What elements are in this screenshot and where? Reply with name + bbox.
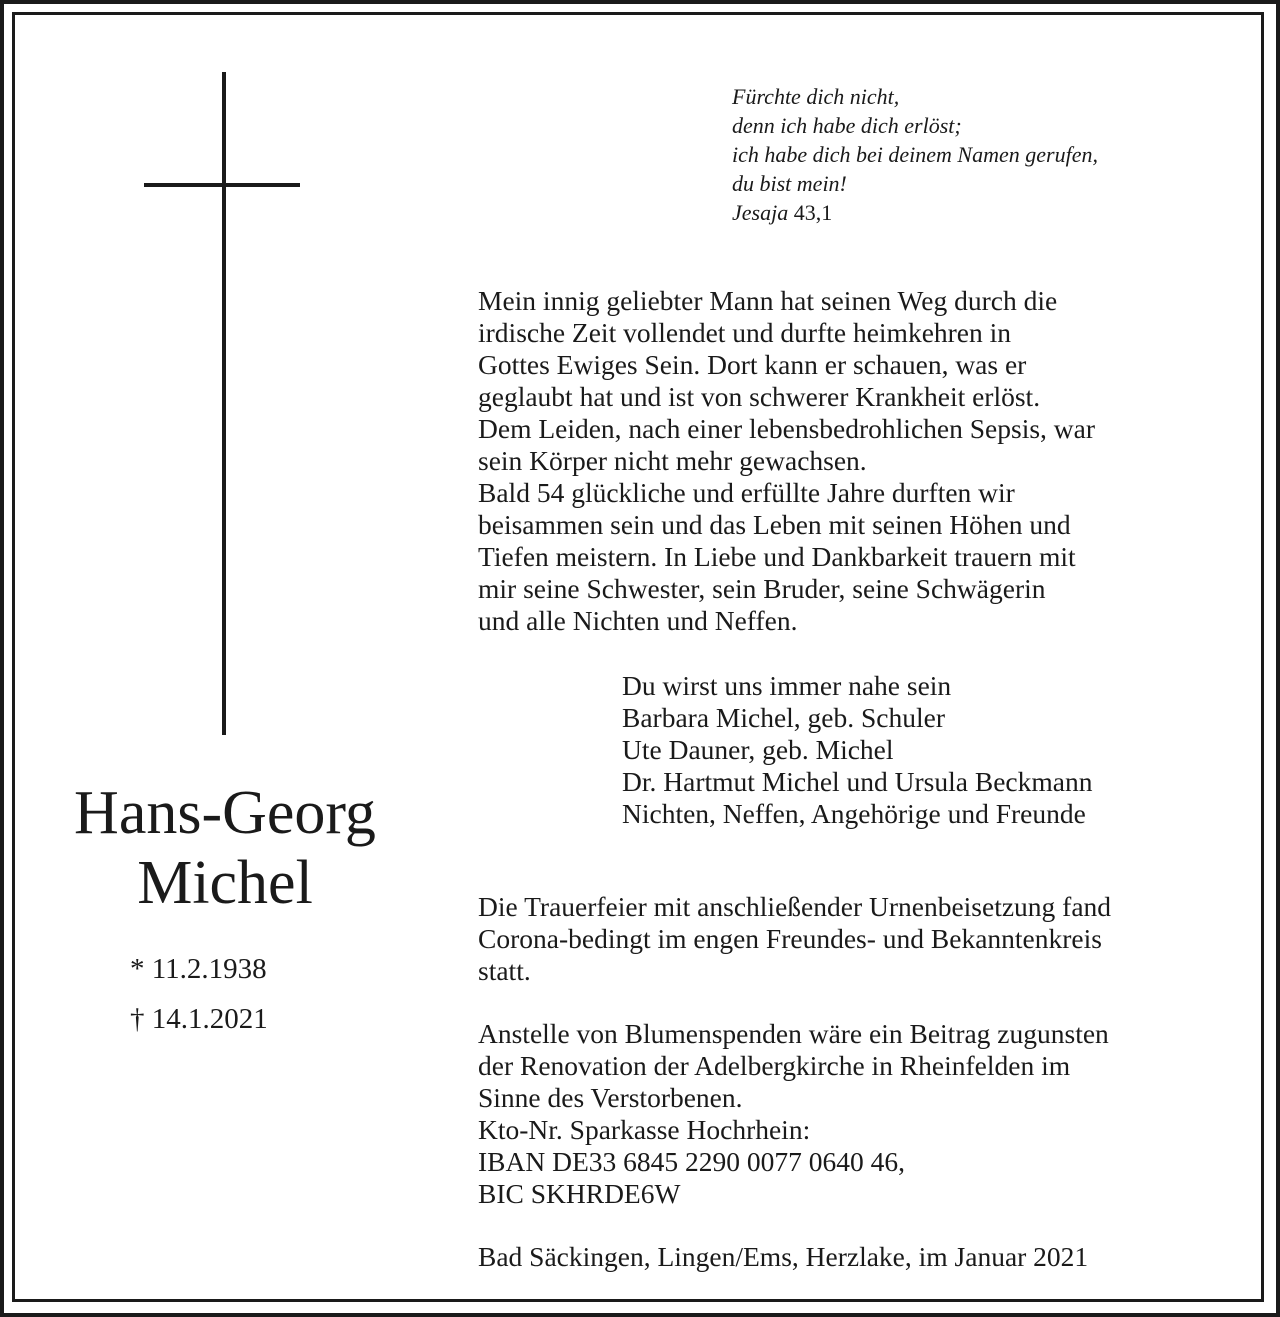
mourner-line: Ute Dauner, geb. Michel bbox=[622, 734, 894, 765]
text-line: Gottes Ewiges Sein. Dort kann er schauen, was er bbox=[478, 349, 1027, 380]
mourners-list bbox=[622, 670, 1092, 830]
mourner-line: Barbara Michel, geb. Schuler bbox=[622, 702, 946, 733]
mourner-line: Du wirst uns immer nahe sein bbox=[622, 670, 952, 701]
birth-date: * 11.2.1938 bbox=[130, 953, 267, 985]
text-line: irdische Zeit vollendet und durfte heimkehren in bbox=[478, 317, 1012, 348]
verse-line: ich habe dich bei deinem Namen gerufen, bbox=[732, 142, 1098, 167]
text-line: geglaubt hat und ist von schwerer Krankheit erlöst. bbox=[478, 381, 1041, 412]
text-line: mir seine Schwester, sein Bruder, seine Schwägerin bbox=[478, 573, 1046, 604]
bank-name: Kto-Nr. Sparkasse Hochrhein: bbox=[478, 1114, 811, 1145]
text-line: und alle Nichten und Neffen. bbox=[478, 605, 798, 636]
donation-notice bbox=[478, 1018, 1109, 1210]
verse-reference bbox=[732, 198, 1098, 227]
mourner-line: Dr. Hartmut Michel und Ursula Beckmann bbox=[622, 766, 1093, 797]
text-line: Corona-bedingt im engen Freundes- und Bekanntenkreis bbox=[478, 923, 1102, 954]
verse-line: Fürchte dich nicht, bbox=[732, 84, 900, 109]
deceased-first-name: Hans-Georg bbox=[74, 779, 376, 847]
death-date: † 14.1.2021 bbox=[130, 1003, 268, 1035]
verse-number: 43,1 bbox=[793, 200, 833, 225]
mourner-line: Nichten, Neffen, Angehörige und Freunde bbox=[622, 798, 1086, 829]
iban: IBAN DE33 6845 2290 0077 0640 46, bbox=[478, 1146, 906, 1177]
verse-line: denn ich habe dich erlöst; bbox=[732, 113, 962, 138]
text-line: Sinne des Verstorbenen. bbox=[478, 1082, 743, 1113]
text-line: Tiefen meistern. In Liebe und Dankbarkeit trauern mit bbox=[478, 541, 1076, 572]
funeral-notice bbox=[478, 891, 1111, 987]
text-line: Mein innig geliebter Mann hat seinen Weg durch die bbox=[478, 285, 1058, 316]
text-line: der Renovation der Adelbergkirche in Rheinfelden im bbox=[478, 1050, 1071, 1081]
deceased-name bbox=[40, 778, 410, 918]
cross-horizontal-bar bbox=[144, 183, 300, 187]
verse-line: du bist mein! bbox=[732, 171, 847, 196]
text-line: Die Trauerfeier mit anschließender Urnenbeisetzung fand bbox=[478, 891, 1112, 922]
life-dates bbox=[130, 944, 268, 1044]
text-line: Anstelle von Blumenspenden wäre ein Beitrag zugunsten bbox=[478, 1018, 1109, 1049]
bic: BIC SKHRDE6W bbox=[478, 1178, 681, 1209]
cross-vertical-bar bbox=[222, 72, 226, 735]
place-and-date: Bad Säckingen, Lingen/Ems, Herzlake, im Januar 2021 bbox=[478, 1241, 1089, 1272]
text-line: statt. bbox=[478, 955, 531, 986]
text-line: Bald 54 glückliche und erfüllte Jahre durften wir bbox=[478, 477, 1015, 508]
text-line: sein Körper nicht mehr gewachsen. bbox=[478, 445, 867, 476]
announcement-text bbox=[478, 285, 1095, 637]
bible-verse bbox=[732, 82, 1098, 227]
text-line: beisammen sein und das Leben mit seinen Höhen und bbox=[478, 509, 1071, 540]
deceased-last-name: Michel bbox=[137, 849, 313, 917]
verse-book: Jesaja bbox=[732, 200, 789, 225]
text-line: Dem Leiden, nach einer lebensbedrohlichen Sepsis, war bbox=[478, 413, 1096, 444]
